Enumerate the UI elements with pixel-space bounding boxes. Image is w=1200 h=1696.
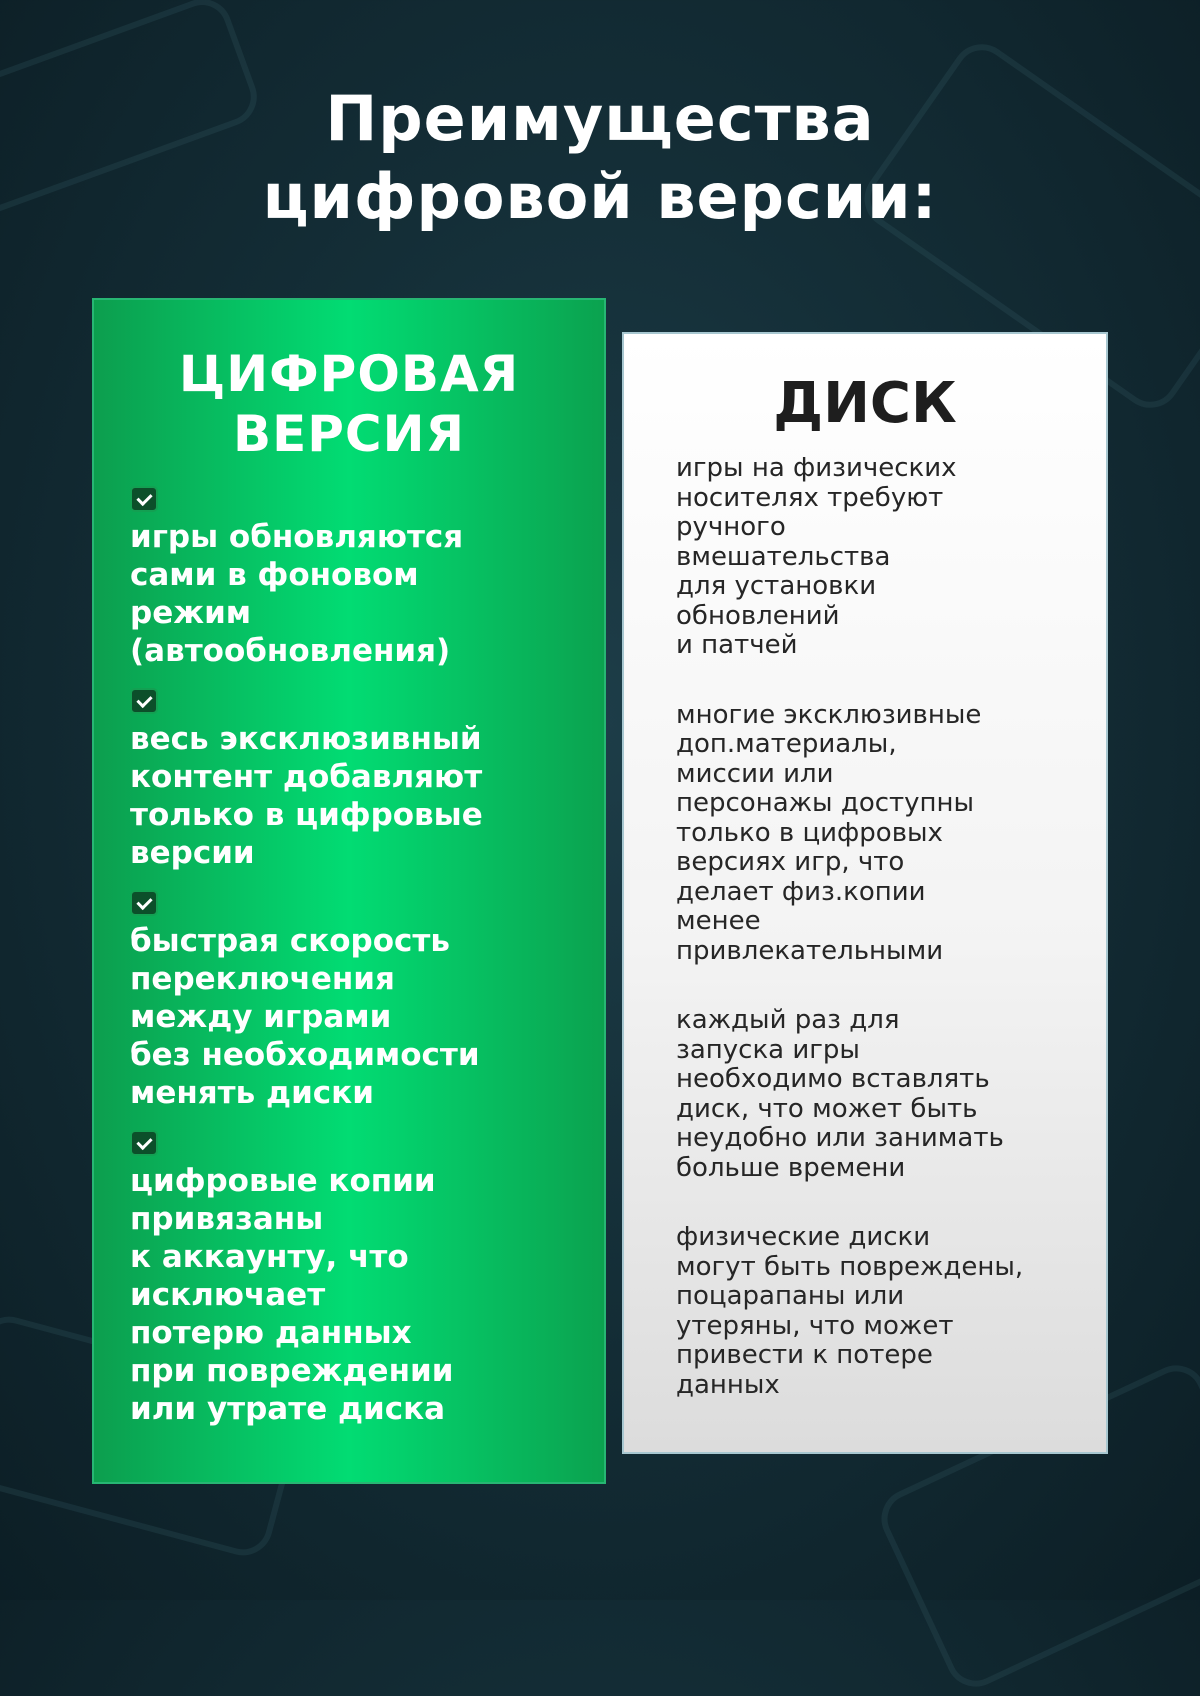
check-icon (130, 890, 158, 916)
page-title (0, 80, 1200, 236)
disk-card-heading: ДИСК (773, 371, 957, 436)
digital-version-card (92, 298, 606, 1484)
disk-card (622, 332, 1108, 1454)
page-title-line-1: Преимущества (325, 82, 875, 155)
digital-card-heading (94, 344, 604, 464)
list-item (130, 688, 604, 872)
digital-card-heading-line-1: ЦИФРОВАЯ (178, 345, 520, 403)
list-item: физические диски могут быть повреждены, поцарапаны или утеряны, что может привести к потере данных (676, 1222, 1024, 1400)
list-item-text: цифровые копии привязаны к аккаунту, что исключает потерю данных при повреждении или утрате диска (130, 1163, 454, 1427)
list-item-text: весь эксклюзивный контент добавляют только в цифровые версии (130, 721, 483, 871)
list-item-text: быстрая скорость переключения между играми без необходимости менять диски (130, 923, 480, 1111)
list-item (130, 1130, 604, 1428)
list-item: каждый раз для запуска игры необходимо вставлять диск, что может быть неудобно или занимать больше времени (676, 1005, 1004, 1183)
list-item: игры на физических носителях требуют ручного вмешательства для установки обновлений и патчей (676, 453, 957, 660)
check-icon (130, 1130, 158, 1156)
list-item (130, 486, 604, 670)
check-icon (130, 688, 158, 714)
list-item (130, 890, 604, 1112)
page-title-line-2: цифровой версии: (262, 160, 938, 233)
list-item-text: игры обновляются сами в фоновом режим (автообновления) (130, 519, 464, 669)
disk-drawbacks-list (676, 454, 1106, 1400)
digital-card-heading-line-2: ВЕРСИЯ (233, 405, 465, 463)
digital-advantages-list (130, 486, 604, 1428)
check-icon (130, 486, 158, 512)
list-item: многие эксклюзивные доп.материалы, миссии или персонажы доступны только в цифровых версиях игр, что делает физ.копии менее привлекательными (676, 699, 982, 966)
